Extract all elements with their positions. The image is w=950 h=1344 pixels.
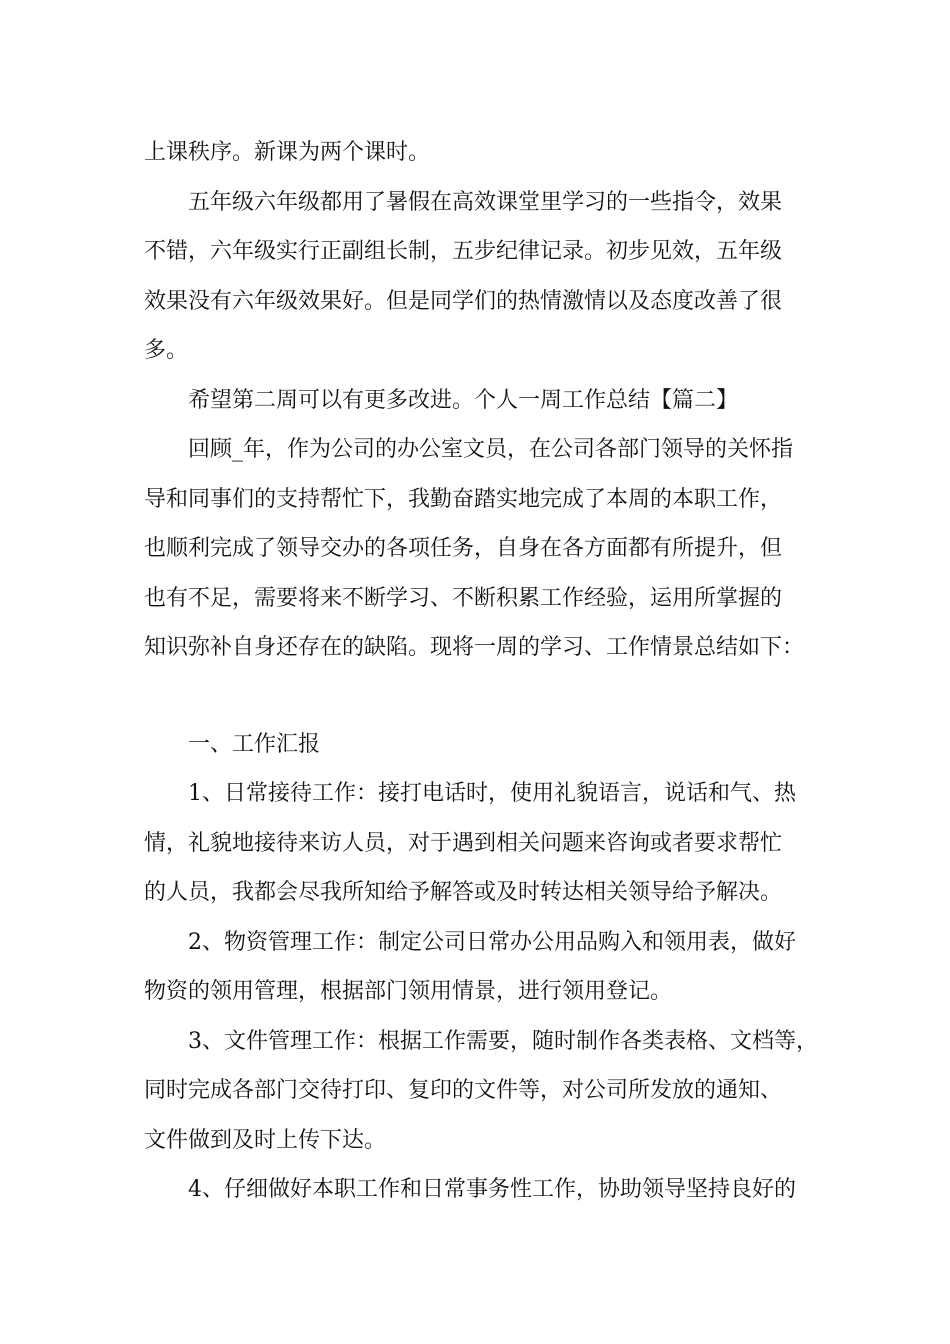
document-body xyxy=(144,128,816,1215)
text-line: 效果没有六年级效果好。但是同学们的热情激情以及态度改善了很 xyxy=(144,288,783,314)
text-line: 也有不足，需要将来不断学习、不断积累工作经验，运用所掌握的 xyxy=(144,585,783,611)
text-line: 不错，六年级实行正副组长制，五步纪律记录。初步见效，五年级 xyxy=(144,239,783,264)
text-line: 3、文件管理工作：根据工作需要，随时制作各类表格、文档等， xyxy=(188,1028,818,1054)
section-heading: 一、工作汇报 xyxy=(188,731,321,757)
text-line: 文件做到及时上传下达。 xyxy=(144,1127,387,1153)
text-line: 上课秩序。新课为两个课时。 xyxy=(144,140,431,165)
text-line: 五年级六年级都用了暑假在高效课堂里学习的一些指令，效果 xyxy=(188,189,783,215)
text-line: 物资的领用管理，根据部门领用情景，进行领用登记。 xyxy=(144,979,673,1004)
text-line: 4、仔细做好本职工作和日常事务性工作，协助领导坚持良好的 xyxy=(188,1177,796,1202)
blank-line xyxy=(144,673,816,720)
text-line: 同时完成各部门交待打印、复印的文件等，对公司所发放的通知、 xyxy=(144,1078,783,1103)
text-line: 2、物资管理工作：制定公司日常办公用品购入和领用表，做好 xyxy=(188,929,796,955)
text-line: 情，礼貌地接待来访人员，对于遇到相关问题来咨询或者要求帮忙 xyxy=(144,830,783,856)
text-line: 也顺利完成了领导交办的各项任务，自身在各方面都有所提升，但 xyxy=(144,536,783,561)
text-line: 知识弥补自身还存在的缺陷。现将一周的学习、工作情景总结如下： xyxy=(144,635,805,660)
text-line: 的人员，我都会尽我所知给予解答或及时转达相关领导给予解决。 xyxy=(144,880,783,905)
text-line: 回顾_年，作为公司的办公室文员，在公司各部门领导的关怀指 xyxy=(188,437,794,462)
text-line: 希望第二周可以有更多改进。个人一周工作总结【篇二】 xyxy=(188,387,739,413)
text-line: 多。 xyxy=(144,338,189,363)
text-line: 导和同事们的支持帮忙下，我勤奋踏实地完成了本周的本职工作， xyxy=(144,486,783,512)
text-line: 1、日常接待工作：接打电话时，使用礼貌语言，说话和气、热 xyxy=(188,781,796,806)
